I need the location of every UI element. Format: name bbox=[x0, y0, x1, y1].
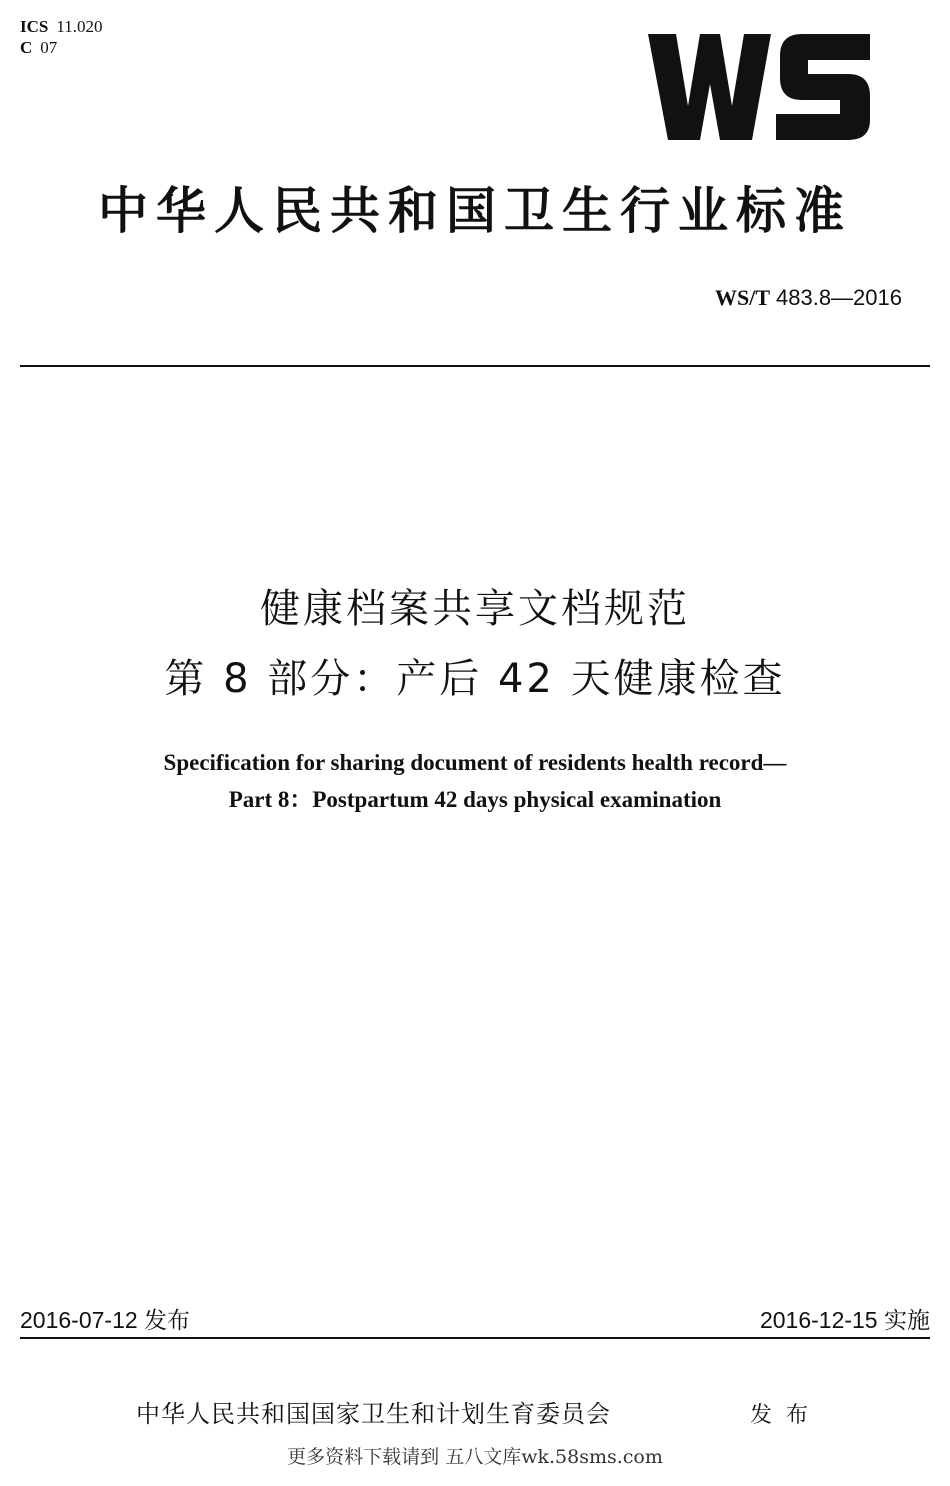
standard-code-number: 483.8—2016 bbox=[776, 285, 902, 310]
standard-category-title: 中华人民共和国卫生行业标准 bbox=[98, 182, 852, 240]
document-title-en-line1: Specification for sharing document of residents health record— bbox=[163, 750, 787, 775]
release-date: 2016-07-12 发布 bbox=[20, 1307, 191, 1333]
standard-code bbox=[715, 284, 902, 313]
footer-divider bbox=[20, 1337, 930, 1339]
ccs-label: C bbox=[20, 38, 33, 57]
ics-value: 11.020 bbox=[56, 17, 103, 36]
document-title-cn-line2: 第 8 部分：产后 42 天健康检查 bbox=[164, 656, 786, 702]
header-divider bbox=[20, 365, 930, 367]
issue-action: 发布 bbox=[750, 1403, 823, 1428]
ics-code bbox=[20, 16, 102, 37]
download-watermark: 更多资料下载请到 五八文库wk.58sms.com bbox=[287, 1446, 663, 1468]
classification-codes bbox=[20, 16, 102, 58]
implementation-date: 2016-12-15 实施 bbox=[759, 1307, 930, 1333]
issuing-authority: 中华人民共和国国家卫生和计划生育委员会 bbox=[136, 1400, 611, 1428]
ccs-value: 07 bbox=[40, 38, 58, 57]
ws-logo bbox=[648, 28, 873, 146]
document-title-en-line2: Part 8：Postpartum 42 days physical examination bbox=[228, 787, 722, 812]
ccs-code bbox=[20, 37, 102, 58]
document-title-cn-line1: 健康档案共享文档规范 bbox=[260, 586, 690, 632]
standard-code-prefix: WS/T bbox=[714, 285, 770, 310]
ics-label: ICS bbox=[20, 17, 49, 36]
